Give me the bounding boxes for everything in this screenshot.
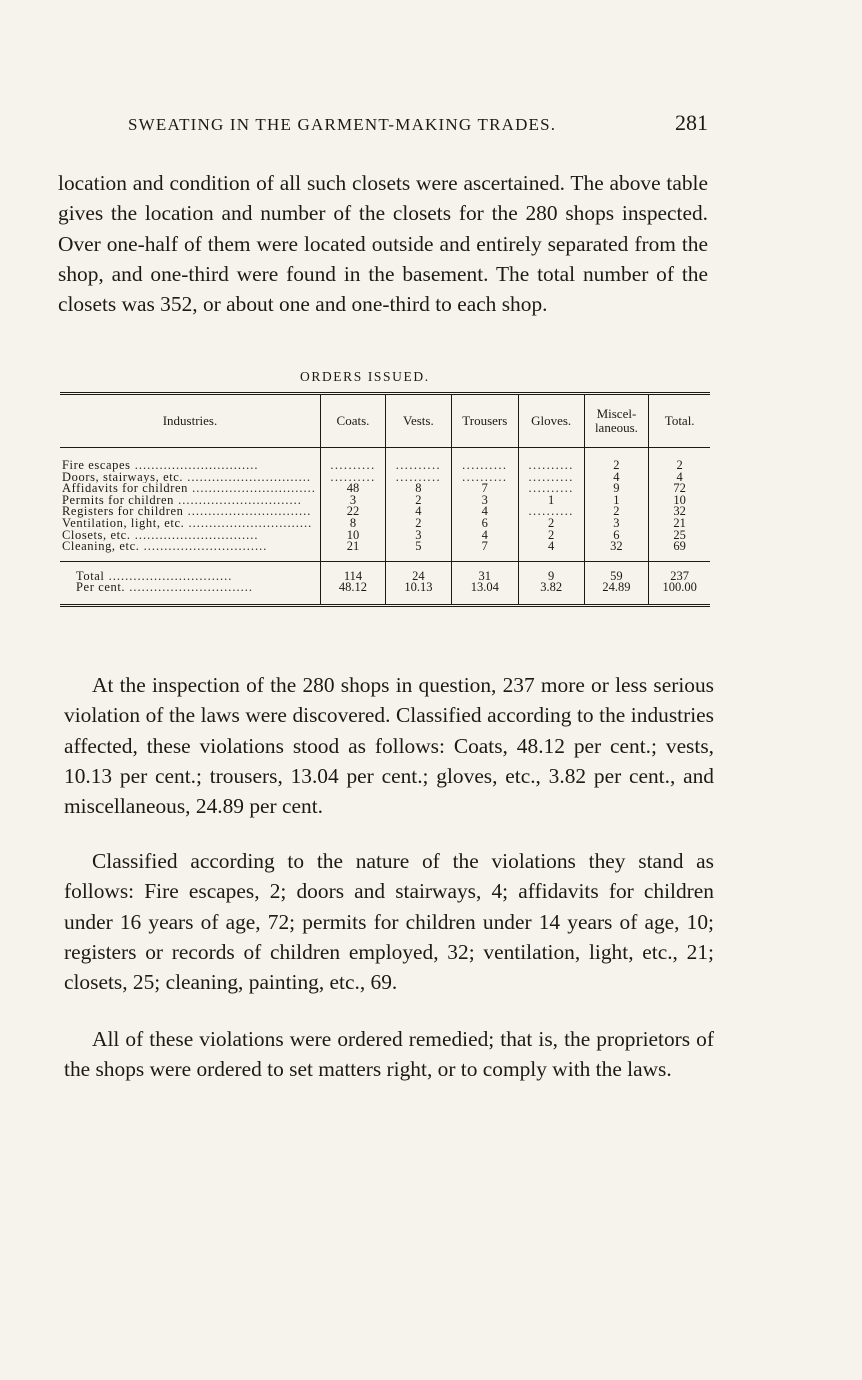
paragraph-remedied: All of these violations were ordered remedied; that is, the proprietors of the shops were ordered to set matters right, or to comply with the laws.	[64, 1027, 714, 1082]
gloves-cell: ..........	[518, 448, 584, 472]
vests-total: 24	[386, 561, 452, 582]
total-label-cell	[60, 561, 320, 582]
misc-percent: 24.89	[584, 582, 649, 605]
coats-cell: 3	[320, 495, 385, 507]
trousers-cell: 4	[451, 506, 518, 518]
dot-leader: ..............................	[139, 541, 268, 554]
gloves-total: 9	[518, 561, 584, 582]
header-vests: Vests.	[386, 394, 452, 448]
orders-issued-table	[60, 392, 710, 607]
row-label: Affidavits for children	[62, 483, 189, 495]
gloves-cell: 2	[518, 530, 584, 542]
trousers-cell: 7	[451, 483, 518, 495]
header-miscellaneous	[584, 394, 649, 448]
misc-cell: 4	[584, 472, 649, 484]
trousers-cell: 4	[451, 530, 518, 542]
gloves-cell: ..........	[518, 483, 584, 495]
dot-leader: ..............................	[130, 529, 259, 542]
misc-cell: 6	[584, 530, 649, 542]
trousers-cell: 7	[451, 541, 518, 561]
vests-cell: 2	[386, 518, 452, 530]
gloves-percent: 3.82	[518, 582, 584, 605]
header-gloves: Gloves.	[518, 394, 584, 448]
row-label-cell	[60, 495, 320, 507]
trousers-cell: 6	[451, 518, 518, 530]
vests-percent: 10.13	[386, 582, 452, 605]
grand-total: 237	[649, 561, 710, 582]
row-label: Registers for children	[62, 506, 184, 518]
coats-cell: ..........	[320, 448, 385, 472]
running-head	[128, 110, 708, 136]
vests-cell: 8	[386, 483, 452, 495]
gloves-cell: ..........	[518, 506, 584, 518]
dot-leader: ..............................	[130, 458, 259, 472]
coats-total: 114	[320, 561, 385, 582]
row-label: Closets, etc.	[62, 529, 131, 542]
row-label-cell	[60, 530, 320, 542]
dot-leader: ..............................	[173, 494, 302, 507]
dot-leader: ..............................	[183, 471, 312, 484]
vests-cell: 2	[386, 495, 452, 507]
header-coats: Coats.	[320, 394, 385, 448]
total-cell: 10	[649, 495, 710, 507]
coats-percent: 48.12	[320, 582, 385, 605]
row-label-cell	[60, 448, 320, 472]
table-title: ORDERS ISSUED.	[300, 369, 430, 384]
coats-cell: ..........	[320, 472, 385, 484]
table-header-row	[60, 394, 710, 448]
header-misc-line2: laneous.	[594, 420, 638, 435]
table-row	[60, 448, 710, 472]
total-cell: 2	[649, 448, 710, 472]
table-row	[60, 541, 710, 561]
trousers-percent: 13.04	[451, 582, 518, 605]
trousers-cell: 3	[451, 495, 518, 507]
misc-cell: 32	[584, 541, 649, 561]
header-industries: Industries.	[60, 394, 320, 448]
row-label-cell	[60, 506, 320, 518]
table-percent-row	[60, 582, 710, 605]
row-label: Cleaning, etc.	[62, 541, 140, 554]
table-total-row	[60, 561, 710, 582]
row-label-cell	[60, 472, 320, 484]
running-title: SWEATING IN THE GARMENT-MAKING TRADES.	[128, 115, 557, 134]
total-cell: 4	[649, 472, 710, 484]
row-label: Doors, stairways, etc.	[62, 471, 184, 484]
total-cell: 72	[649, 483, 710, 495]
vests-cell: 4	[386, 506, 452, 518]
row-label: Fire escapes	[62, 458, 131, 472]
misc-total: 59	[584, 561, 649, 582]
row-label: Permits for children	[62, 494, 174, 507]
total-cell: 25	[649, 530, 710, 542]
trousers-cell: ..........	[451, 448, 518, 472]
paragraph-industries: At the inspection of the 280 shops in question, 237 more or less serious violation of the laws were discovered. Classified according to the industries affected, these violations stood as follows: Coats, 48.12 per cent.; vests, 10.13 per cent.; trousers, 13.04 per cent.; gloves, etc., 3.82 per cent., and miscellaneous, 24.89 per cent.	[64, 673, 714, 819]
dot-leader: ..............................	[188, 483, 316, 495]
row-label-cell	[60, 518, 320, 530]
row-label-cell	[60, 541, 320, 561]
trousers-total: 31	[451, 561, 518, 582]
total-cell: 69	[649, 541, 710, 561]
row-label: Ventilation, light, etc.	[62, 517, 185, 530]
trousers-cell: ..........	[451, 472, 518, 484]
dot-leader: ..............................	[104, 568, 233, 583]
header-misc-line1: Miscel-	[596, 406, 637, 421]
vests-cell: 3	[386, 530, 452, 542]
coats-cell: 48	[320, 483, 385, 495]
dot-leader: ..............................	[125, 582, 254, 595]
vests-cell: 5	[386, 541, 452, 561]
misc-cell: 2	[584, 448, 649, 472]
misc-cell: 1	[584, 495, 649, 507]
misc-cell: 3	[584, 518, 649, 530]
paragraph-violations: Classified according to the nature of the violations they stand as follows: Fire escapes, 2; doors and stairways, 4; affidavits for children under 16 years of age, 72; permits for children under 14 years of age, 10; registers or records of children employed, 32; ventilation, light, etc., 21; closets, 25; cleaning, painting, etc., 69.	[64, 849, 714, 995]
percent-label: Per cent.	[76, 582, 126, 595]
gloves-cell: ..........	[518, 472, 584, 484]
total-label: Total	[76, 568, 105, 583]
header-total: Total.	[649, 394, 710, 448]
dot-leader: ..............................	[184, 517, 313, 530]
coats-cell: 21	[320, 541, 385, 561]
vests-cell: ..........	[386, 448, 452, 472]
coats-cell: 22	[320, 506, 385, 518]
coats-cell: 10	[320, 530, 385, 542]
gloves-cell: 4	[518, 541, 584, 561]
misc-cell: 2	[584, 506, 649, 518]
gloves-cell: 2	[518, 518, 584, 530]
total-cell: 32	[649, 506, 710, 518]
page-number: 281	[675, 110, 708, 135]
paragraph-continued: location and condition of all such closets were ascertained. The above table gives the location and number of the closets for the 280 shops inspected. Over one-half of them were located outside and entirely separated from the shop, and one-third were found in the basement. The total number of the closets was 352, or about one and one-third to each shop.	[58, 171, 708, 317]
percent-label-cell	[60, 582, 320, 605]
gloves-cell: 1	[518, 495, 584, 507]
dot-leader: ..............................	[183, 506, 312, 518]
row-label-cell	[60, 483, 320, 495]
misc-cell: 9	[584, 483, 649, 495]
total-cell: 21	[649, 518, 710, 530]
coats-cell: 8	[320, 518, 385, 530]
vests-cell: ..........	[386, 472, 452, 484]
total-percent: 100.00	[649, 582, 710, 605]
header-trousers: Trousers	[451, 394, 518, 448]
